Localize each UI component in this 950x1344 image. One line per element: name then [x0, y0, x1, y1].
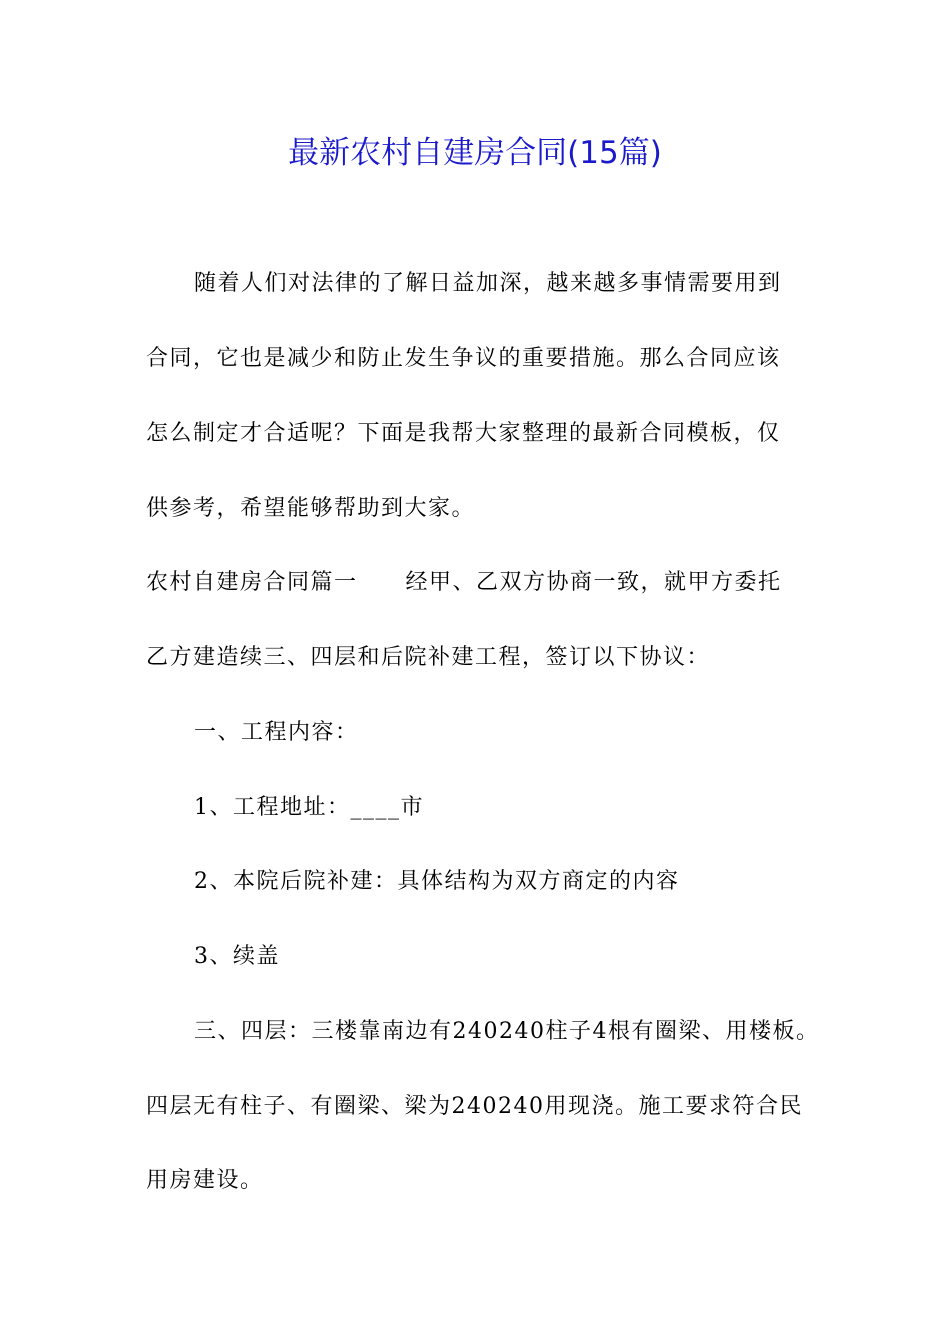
- item-3: 3、续盖: [194, 944, 280, 969]
- item-4-line-3: 用房建设。: [146, 1168, 264, 1193]
- section-heading-line: [146, 568, 782, 598]
- intro-line-4: 供参考，希望能够帮助到大家。: [146, 496, 476, 521]
- intro-line-3: 怎么制定才合适呢？下面是我帮大家整理的最新合同模板，仅: [146, 421, 781, 446]
- section-text-1: 经甲、乙双方协商一致，就甲方委托: [405, 570, 782, 595]
- document-title: 最新农村自建房合同(15篇): [288, 135, 662, 171]
- section-text-2: 乙方建造续三、四层和后院补建工程，签订以下协议：: [146, 645, 711, 670]
- item-4-line-2: 四层无有柱子、有圈梁、梁为240240用现浇。施工要求符合民: [146, 1094, 803, 1119]
- intro-line-1: 随着人们对法律的了解日益加深，越来越多事情需要用到: [194, 271, 782, 296]
- item-1: 1、工程地址：____市: [194, 795, 424, 820]
- item-2: 2、本院后院补建：具体结构为双方商定的内容: [194, 869, 680, 894]
- item-4-line-1: 三、四层：三楼靠南边有240240柱子4根有圈梁、用楼板。: [194, 1019, 820, 1044]
- item-heading: 一、工程内容：: [194, 720, 359, 745]
- section-heading: 农村自建房合同篇一: [146, 570, 358, 595]
- intro-line-2: 合同，它也是减少和防止发生争议的重要措施。那么合同应该: [146, 346, 781, 371]
